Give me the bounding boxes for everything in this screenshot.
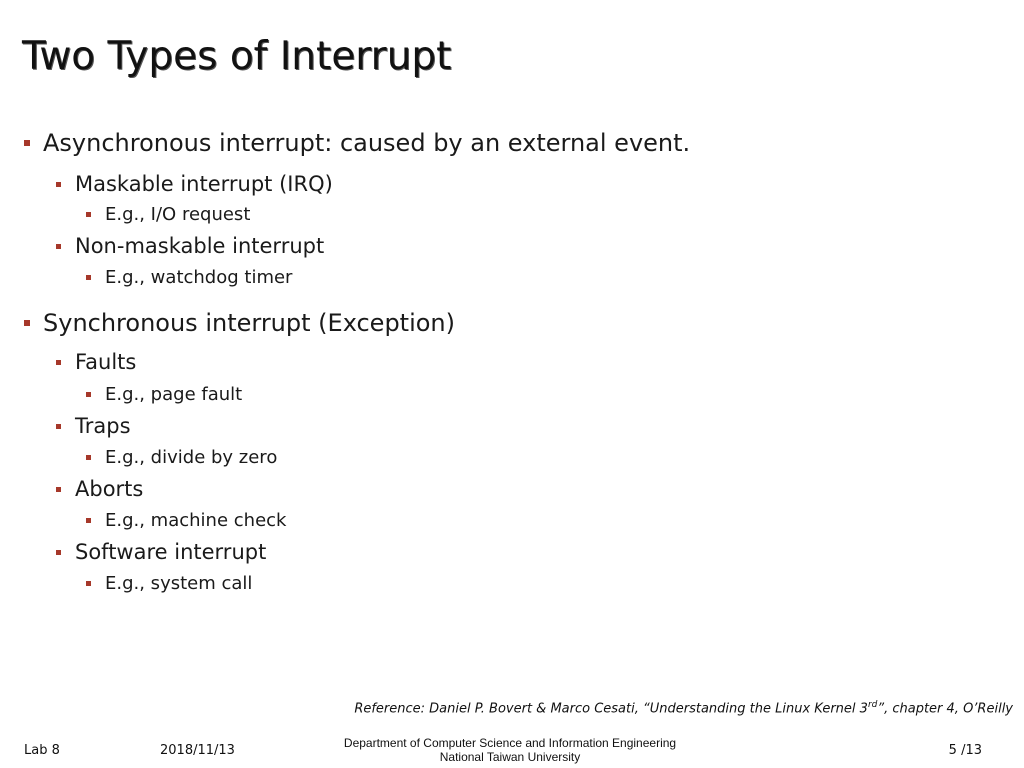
bullet-item-sync	[24, 309, 455, 337]
bullet-item-system-call	[86, 573, 252, 594]
bullet-item-async	[24, 129, 690, 157]
bullet-text: E.g., divide by zero	[105, 447, 278, 468]
bullet-item-software-interrupt	[56, 540, 266, 564]
bullet-text: E.g., system call	[105, 573, 253, 594]
reference-superscript: rd	[867, 700, 878, 710]
bullet-text: Asynchronous interrupt: caused by an external event.	[43, 129, 691, 157]
square-bullet-icon	[86, 212, 91, 217]
bullet-text: Traps	[75, 414, 131, 438]
square-bullet-icon	[86, 518, 91, 523]
square-bullet-icon	[86, 455, 91, 460]
bullet-item-divide-by-zero	[86, 447, 277, 468]
bullet-text: Maskable interrupt (IRQ)	[75, 172, 333, 196]
bullet-item-machine-check	[86, 510, 286, 531]
bullet-text: Software interrupt	[75, 540, 267, 564]
square-bullet-icon	[24, 140, 30, 146]
bullet-text: E.g., machine check	[105, 510, 287, 531]
footer-department: Department of Computer Science and Information Engineering	[343, 736, 677, 750]
bullet-text: E.g., watchdog timer	[105, 267, 293, 288]
bullet-item-traps	[56, 414, 131, 438]
bullet-item-non-maskable	[56, 234, 324, 258]
footer-date: 2018/11/13	[160, 743, 235, 758]
reference-text: Reference: Daniel P. Bovert & Marco Cesati, “Understanding the Linux Kernel 3	[354, 701, 868, 717]
bullet-text: Synchronous interrupt (Exception)	[43, 309, 456, 337]
bullet-item-faults	[56, 350, 136, 374]
footer-institution	[300, 736, 720, 764]
bullet-item-page-fault	[86, 384, 242, 405]
bullet-text: Faults	[75, 350, 137, 374]
square-bullet-icon	[86, 392, 91, 397]
footer-lab: Lab 8	[24, 743, 60, 758]
bullet-text: Non-maskable interrupt	[75, 234, 325, 258]
square-bullet-icon	[56, 244, 61, 249]
square-bullet-icon	[24, 320, 30, 326]
bullet-item-io-request	[86, 204, 250, 225]
footer-page-number: 5 /13	[948, 743, 982, 758]
bullet-text: Aborts	[75, 477, 144, 501]
square-bullet-icon	[56, 360, 61, 365]
bullet-item-watchdog	[86, 267, 292, 288]
square-bullet-icon	[56, 487, 61, 492]
square-bullet-icon	[56, 182, 61, 187]
square-bullet-icon	[86, 581, 91, 586]
bullet-item-aborts	[56, 477, 143, 501]
bullet-text: E.g., page fault	[105, 384, 243, 405]
square-bullet-icon	[86, 275, 91, 280]
reference-note	[354, 700, 1013, 716]
square-bullet-icon	[56, 424, 61, 429]
reference-text-end: ”, chapter 4, O’Reilly	[877, 701, 1013, 717]
square-bullet-icon	[56, 550, 61, 555]
bullet-text: E.g., I/O request	[105, 204, 251, 225]
footer-university: National Taiwan University	[439, 750, 581, 764]
slide-title: Two Types of Interrupt	[22, 34, 452, 79]
bullet-item-maskable	[56, 172, 333, 196]
